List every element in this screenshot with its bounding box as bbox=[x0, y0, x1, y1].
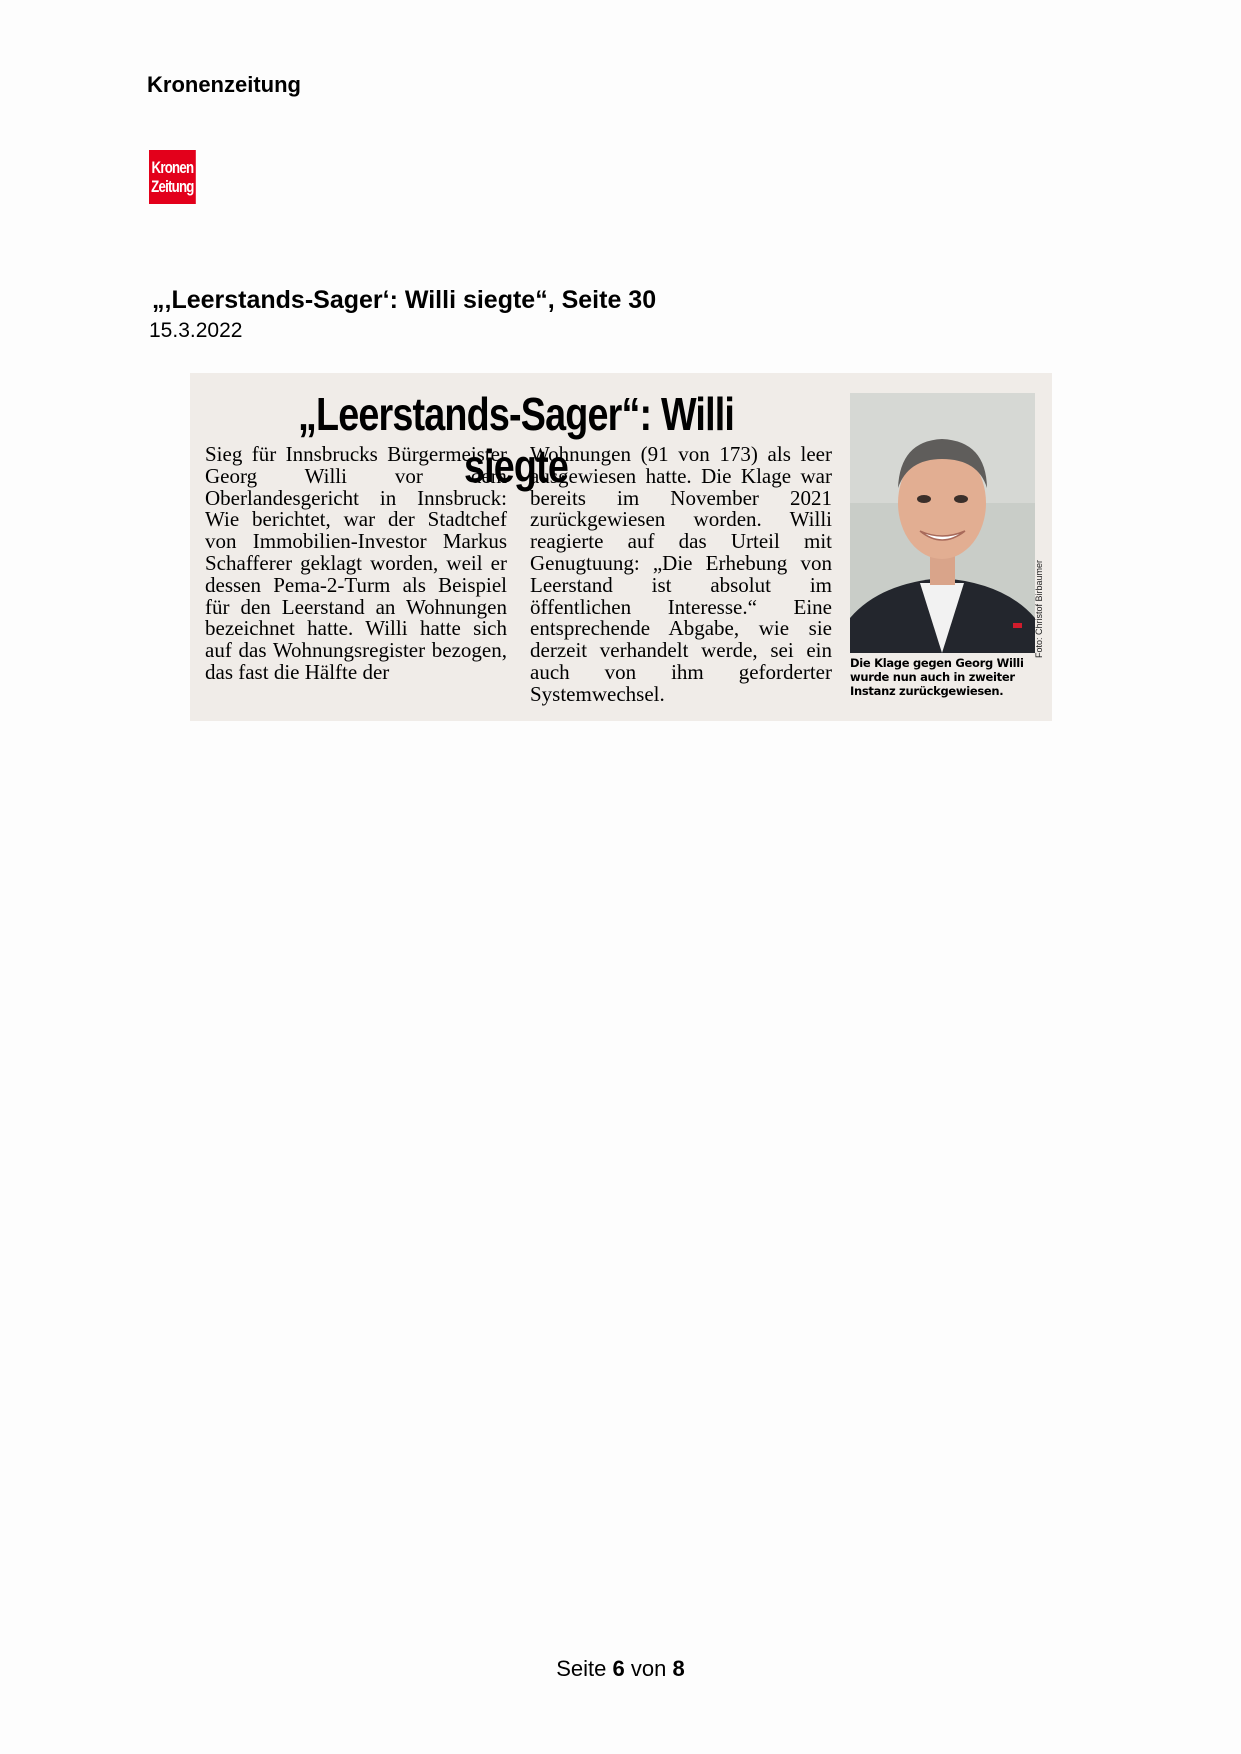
page-separator: von bbox=[630, 1656, 667, 1681]
page-label: Seite bbox=[556, 1656, 607, 1681]
portrait-photo bbox=[850, 393, 1035, 653]
current-page-number: 6 bbox=[612, 1656, 625, 1681]
clipping-date: 15.3.2022 bbox=[149, 319, 243, 342]
kronen-zeitung-logo bbox=[149, 150, 196, 204]
article-column-1: Sieg für Innsbrucks Bürgermeister Georg Willi vor dem Oberlandesgericht in Innsbruck: Wie berichtet, war der Stadtchef von Immobilien-Investor Markus Schafferer geklagt worden, weil er dessen Pema-2-Turm als Beispiel für den Leerstand an Wohnungen bezeichnet hatte. Willi hatte sich auf das Wohnungsregister bezogen, das fast die Hälfte der bbox=[205, 442, 507, 684]
photo-credit: Foto: Christof Birbaumer bbox=[1034, 559, 1044, 658]
article-clipping bbox=[190, 373, 1052, 721]
source-name: Kronenzeitung bbox=[147, 72, 301, 97]
logo-line-1: Kronen bbox=[151, 158, 194, 177]
photo-caption: Die Klage gegen Georg Willi wurde nun auch in zweiter Instanz zurückgewiesen. bbox=[850, 656, 1024, 698]
article-column-2: Wohnungen (91 von 173) als leer ausgewiesen hatte. Die Klage war bereits im November 2021 zurückgewiesen worden. Willi reagierte auf das Urteil mit Genugtuung: „Die Erhebung von Leerstand ist absolut im öffentlichen Interesse.“ Eine entsprechende Abgabe, wie sie derzeit verhandelt werde, sei ein auch von ihm geforderter Systemwechsel. bbox=[530, 442, 832, 706]
page-footer bbox=[0, 1656, 1241, 1682]
clipping-title: „‚Leerstands-Sager‘: Willi siegte“, Seite 30 bbox=[152, 286, 657, 314]
total-page-count: 8 bbox=[672, 1656, 685, 1681]
logo-line-2: Zeitung bbox=[151, 177, 194, 196]
article-headline: „Leerstands-Sager“: Willi siegte bbox=[297, 388, 735, 492]
portrait-illustration bbox=[850, 393, 1035, 653]
